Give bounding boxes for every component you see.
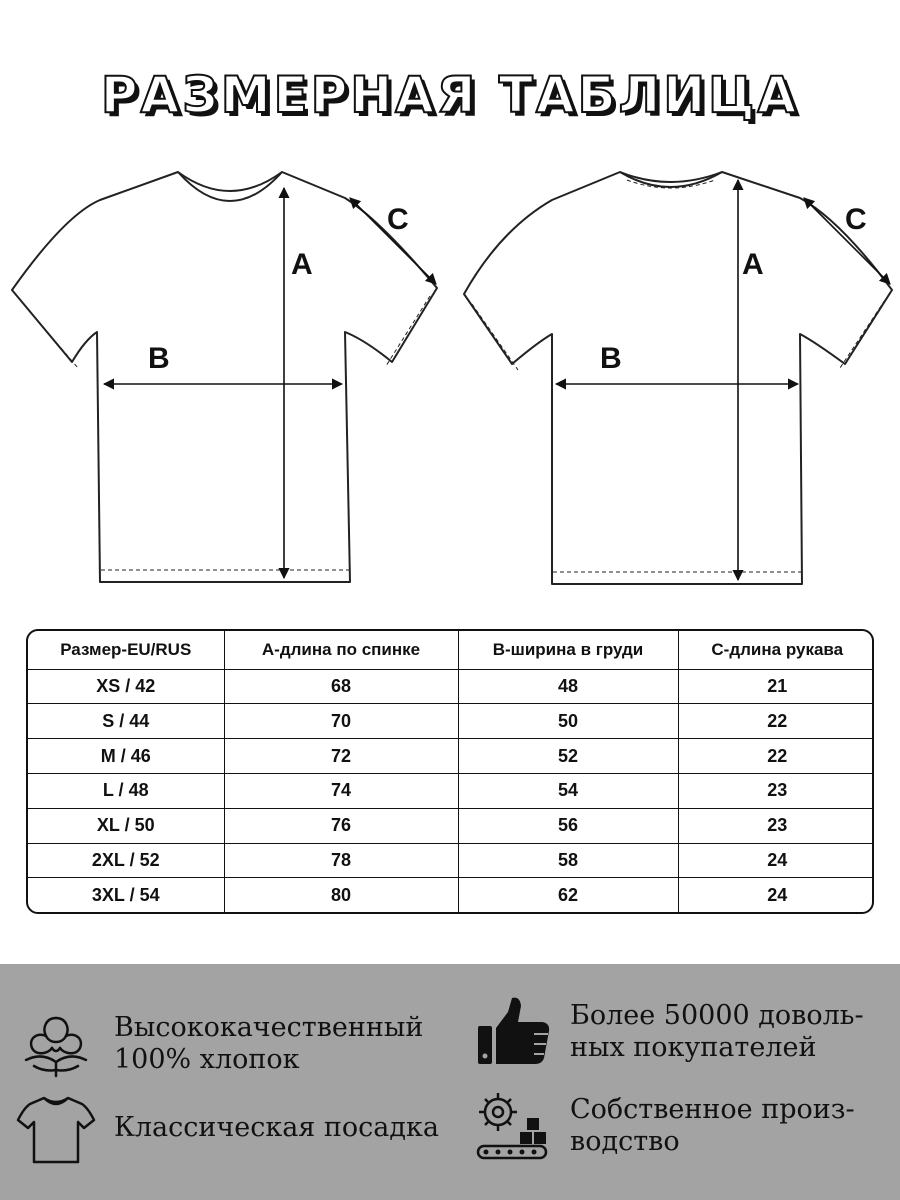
- feature-production-text: Собственное произ- водство: [570, 1094, 855, 1157]
- back-measure-lines: [556, 180, 890, 580]
- header-chest: В-ширина в груди: [458, 631, 678, 669]
- features-panel: [0, 964, 900, 1200]
- table-row: [28, 878, 874, 912]
- size-table: [28, 631, 874, 912]
- table-row: [28, 704, 874, 739]
- cell-sleeve: 24: [678, 843, 874, 878]
- cell-length: 76: [224, 808, 458, 843]
- tshirt-icon: [16, 1088, 96, 1168]
- table-row: [28, 808, 874, 843]
- cell-sleeve: 23: [678, 808, 874, 843]
- front-label-a: A: [291, 248, 313, 281]
- cell-size: XL / 50: [28, 808, 224, 843]
- cotton-flower-icon: [16, 1004, 96, 1084]
- gear-conveyor-icon: [472, 1086, 552, 1166]
- feature-fit: [16, 1088, 439, 1168]
- back-tshirt-outline: [464, 172, 892, 584]
- cell-size: L / 48: [28, 773, 224, 808]
- cell-size: S / 44: [28, 704, 224, 739]
- cell-size: XS / 42: [28, 669, 224, 704]
- cell-length: 80: [224, 878, 458, 912]
- back-label-c: C: [845, 203, 867, 236]
- cell-length: 78: [224, 843, 458, 878]
- cell-chest: 62: [458, 878, 678, 912]
- feature-customers-text: Более 50000 доволь- ных покупателей: [570, 1000, 864, 1063]
- table-row: [28, 739, 874, 774]
- cell-chest: 48: [458, 669, 678, 704]
- header-length: А-длина по спинке: [224, 631, 458, 669]
- feature-fit-text: Классическая посадка: [114, 1112, 439, 1144]
- thumbs-up-icon: [472, 992, 552, 1072]
- table-row: [28, 669, 874, 704]
- cell-chest: 50: [458, 704, 678, 739]
- feature-cotton-text: Высококачественный 100% хлопок: [114, 1012, 424, 1075]
- page-title: РАЗМЕРНАЯ ТАБЛИЦА: [100, 66, 800, 124]
- cell-sleeve: 23: [678, 773, 874, 808]
- tshirt-diagram-svg: [0, 150, 900, 610]
- cell-chest: 54: [458, 773, 678, 808]
- cell-size: 2XL / 52: [28, 843, 224, 878]
- cell-chest: 58: [458, 843, 678, 878]
- header-size: Размер-EU/RUS: [28, 631, 224, 669]
- front-label-b: B: [148, 342, 170, 375]
- table-row: [28, 843, 874, 878]
- table-row: [28, 773, 874, 808]
- size-table-container: [26, 629, 874, 914]
- cell-chest: 52: [458, 739, 678, 774]
- cell-chest: 56: [458, 808, 678, 843]
- back-label-b: B: [600, 342, 622, 375]
- cell-length: 72: [224, 739, 458, 774]
- cell-size: 3XL / 54: [28, 878, 224, 912]
- front-label-c: C: [387, 203, 409, 236]
- table-header-row: [28, 631, 874, 669]
- cell-length: 70: [224, 704, 458, 739]
- feature-customers: [472, 992, 864, 1072]
- tshirt-diagrams: [0, 150, 900, 610]
- cell-sleeve: 22: [678, 739, 874, 774]
- header-sleeve: С-длина рукава: [678, 631, 874, 669]
- front-measure-lines: [104, 188, 436, 578]
- cell-length: 74: [224, 773, 458, 808]
- cell-sleeve: 22: [678, 704, 874, 739]
- cell-length: 68: [224, 669, 458, 704]
- back-label-a: A: [742, 248, 764, 281]
- front-tshirt-outline: [12, 172, 437, 582]
- feature-cotton: [16, 1004, 423, 1084]
- cell-sleeve: 21: [678, 669, 874, 704]
- feature-production: [472, 1086, 855, 1166]
- cell-sleeve: 24: [678, 878, 874, 912]
- cell-size: M / 46: [28, 739, 224, 774]
